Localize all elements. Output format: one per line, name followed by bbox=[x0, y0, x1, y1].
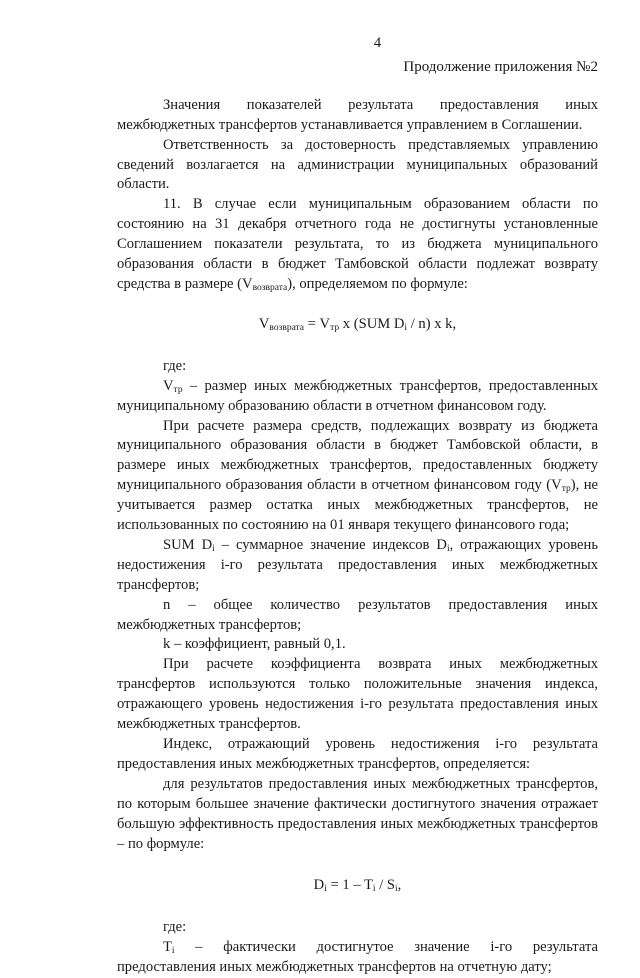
formula2-s-subscript: i bbox=[395, 884, 398, 895]
definition-sum-di-subscript: i bbox=[212, 543, 215, 554]
definition-vtr-text: – размер иных межбюджетных трансфертов, предоставленных муниципальному образованию области в отчетном финансовом году. bbox=[117, 377, 598, 414]
formula-return-amount bbox=[117, 315, 598, 335]
formula1-tail: / n) x k, bbox=[407, 315, 457, 332]
formula-index-di bbox=[117, 876, 598, 896]
formula1-vtr-subscript: тр bbox=[330, 322, 340, 333]
formula1-v: V bbox=[258, 315, 270, 332]
paragraph-clause-11 bbox=[117, 195, 598, 295]
formula2-d-subscript: i bbox=[324, 884, 327, 895]
where-label-1: где: bbox=[163, 357, 187, 374]
formula2-tail: , bbox=[397, 877, 402, 894]
definition-ti bbox=[117, 938, 598, 978]
formula1-sum-part: x (SUM D bbox=[339, 315, 405, 332]
definition-ti-subscript: i bbox=[171, 946, 175, 957]
definition-vtr bbox=[117, 377, 598, 417]
paragraph-index-case: для результатов предоставления иных межбюджетных трансфертов, по которым большее значение фактически достигнутого значения отражает большую эффективность предоставления иных межбюджетных трансфертов – по формуле: bbox=[117, 775, 598, 852]
appendix-continuation-label: Продолжение приложения №2 bbox=[403, 58, 598, 75]
formula2-equals-t: = 1 – T bbox=[326, 877, 373, 894]
definition-k: k – коэффициент, равный 0,1. bbox=[163, 636, 346, 653]
definition-n: n – общее количество результатов предоставления иных межбюджетных трансфертов; bbox=[117, 596, 598, 633]
paragraph-result-values: Значения показателей результата предоставления иных межбюджетных трансфертов устанавливается управлением в Соглашении. bbox=[117, 96, 598, 133]
definition-vtr-symbol: V bbox=[163, 377, 174, 394]
calculation-note-subscript: тр bbox=[561, 484, 571, 495]
calculation-note-text-end: ), не учитывается размер остатка иных межбюджетных трансфертов, не использованных по состоянию на 01 января текущего финансового года; bbox=[117, 477, 598, 534]
clause-11-text: 11. В случае если муниципальным образованием области по состоянию на 31 декабря отчетного года не достигнуты установленные Соглашением показатели результата, то из бюджета муниципального образования области в бюджет Тамбовской области подлежат возврату средства в размере (V bbox=[117, 196, 598, 292]
definition-vtr-subscript: тр bbox=[173, 384, 183, 395]
definition-ti-symbol: T bbox=[163, 939, 172, 956]
paragraph-coefficient-note: При расчете коэффициента возврата иных межбюджетных трансфертов используются только положительные значения индекса, отражающего уровень недостижения i-го результата предоставления иных межбюджетных трансфертов. bbox=[117, 656, 598, 733]
definition-sum-di-subscript-2: i bbox=[446, 543, 450, 554]
formula2-divide-s: / S bbox=[375, 877, 396, 894]
formula1-di-subscript: i bbox=[404, 322, 408, 333]
paragraph-calculation-note bbox=[117, 417, 598, 536]
definition-ti-text: – фактически достигнутое значение i-го результата предоставления иных межбюджетных трансфертов на отчетную дату; bbox=[117, 939, 598, 976]
definition-sum-di-text: – суммарное значение индексов D bbox=[214, 536, 447, 553]
page-number: 4 bbox=[373, 35, 382, 51]
where-label-2: где: bbox=[163, 919, 187, 936]
formula1-equals-vtr: = V bbox=[304, 315, 331, 332]
paragraph-responsibility: Ответственность за достоверность представляемых управлению сведений возлагается на администрации муниципальных образований области. bbox=[117, 136, 598, 193]
calculation-note-text: При расчете размера средств, подлежащих возврату из бюджета муниципального образования области в бюджет Тамбовской области, в размере иных межбюджетных трансфертов, предоставленных бюджету муниципального образования области в отчетном финансовом году (V bbox=[117, 417, 598, 494]
formula2-t-subscript: i bbox=[372, 884, 376, 895]
definition-sum-di-text-end: , отражающих уровень недостижения i-го результата предоставления иных межбюджетных трансфертов; bbox=[117, 536, 599, 593]
clause-11-text-end: ), определяемом по формуле: bbox=[287, 275, 468, 292]
formula1-v-subscript: возврата bbox=[269, 322, 305, 333]
formula2-d: D bbox=[313, 877, 325, 894]
definition-sum-di-symbol: SUM D bbox=[163, 536, 213, 553]
paragraph-index-definition: Индекс, отражающий уровень недостижения i-го результата предоставления иных межбюджетных трансфертов, определяется: bbox=[117, 736, 598, 772]
definition-sum-di bbox=[117, 536, 598, 596]
clause-11-subscript: возврата bbox=[252, 282, 288, 293]
